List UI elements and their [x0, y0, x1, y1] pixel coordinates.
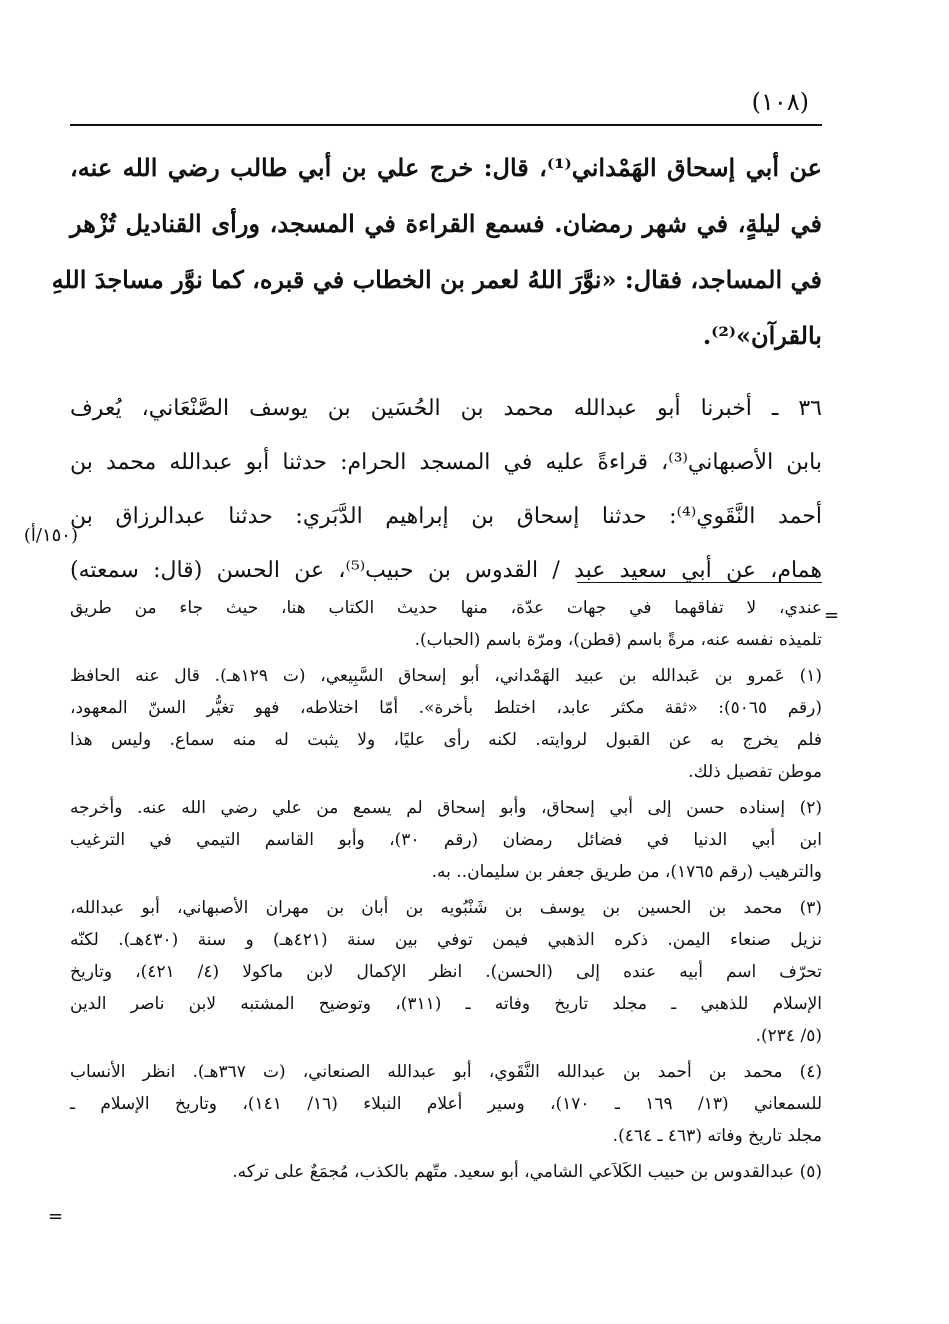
- footnote-line: عندي، لا تفاقهما في جهات عدّة، منها حديث الكتاب هنا، حيث جاء من طريق: [70, 598, 822, 618]
- manuscript-folio-ref: (١٥٠/أ): [23, 525, 78, 546]
- footnote-line: فلم يخرج به عن القبول لروايته. لكنه رأى عليًا، ولا يثبت له منه سماع. وليس هذا: [70, 730, 822, 750]
- main-line: في ليلةٍ، في شهر رمضان. فسمع القراءة في المسجد، ورأى القناديل تُزْهر: [70, 209, 822, 238]
- footnote-line: (رقم ٥٠٦٥): «ثقة مكثر عابد، اختلط بأخرة». أمّا اختلاطه، فهو تغيُّر السنّ المعهود،: [70, 698, 822, 718]
- footnote-line: الإسلام للذهبي ـ مجلد تاريخ وفاته ـ (٣١١)، وتوضيح المشتبه لابن ناصر الدين: [70, 994, 822, 1014]
- body-line: أحمد النَّقَوي⁽⁴⁾: حدثنا إسحاق بن إبراهيم الدَّبَري: حدثنا عبدالرزاق بن: [70, 504, 823, 529]
- footnote-line: نزيل صنعاء اليمن. ذكره الذهبي فيمن توفي بين سنة (٤٢١هـ) و سنة (٤٣٠هـ). لكنّه: [70, 930, 823, 950]
- footnote-line: مجلد تاريخ وفاته (٤٦٣ ـ ٤٦٤).: [612, 1126, 822, 1146]
- footnote-line: تحرّف اسم أبيه عنده إلى (الحسن). انظر الإكمال لابن ماكولا (٤/ ٤٢١)، وتاريخ: [70, 962, 822, 982]
- footnote-line: (٥) عبدالقدوس بن حبيب الكَلاَعي الشامي، أبو سعيد. متّهم بالكذب، مُجمَعٌ على تركه.: [232, 1162, 822, 1182]
- header-rule: [70, 124, 822, 126]
- main-text: [51, 140, 823, 598]
- footnote-line: (٣) محمد بن الحسين بن يوسف بن شَنْبُويه بن أبان بن مهران الأصبهاني، أبو عبدالله،: [70, 898, 822, 918]
- footnote-line: تلميذه نفسه عنه، مرةً باسم (قطن)، ومرّة باسم (الحباب).: [414, 630, 822, 650]
- main-line: بالقرآن»⁽²⁾.: [702, 321, 822, 350]
- footnote-line: ابن أبي الدنيا في فضائل رمضان (رقم ٣٠)، وأبو القاسم التيمي في الترغيب: [70, 830, 822, 850]
- footnotes: [70, 592, 822, 1188]
- footnote-line: والترهيب (رقم ١٧٦٥)، من طريق جعفر بن سليمان.. به.: [431, 862, 822, 882]
- body-line: بابن الأصبهاني⁽³⁾، قراءةً عليه في المسجد الحرام: حدثنا أبو عبدالله محمد بن: [70, 450, 823, 475]
- main-line: عن أبي إسحاق الهَمْداني⁽¹⁾، قال: خرج علي بن أبي طالب رضي الله عنه،: [70, 153, 822, 182]
- continuation-mark-bottom: =: [48, 1206, 64, 1227]
- footnote-rule: [577, 582, 822, 583]
- continuation-mark-top: =: [824, 605, 840, 626]
- footnote-line: موطن تفصيل ذلك.: [688, 762, 822, 782]
- footnote-line: (٤) محمد بن أحمد بن عبدالله النَّقَوي، أبو عبدالله الصنعاني، (ت ٣٦٧هـ). انظر الأنساب: [70, 1062, 822, 1082]
- page-number: (١٠٨): [751, 88, 809, 116]
- footnote-line: (١) عَمرو بن عَبدالله بن عبيد الهَمْداني، أبو إسحاق السَّبِيعي، (ت ١٢٩هـ). قال عنه الحافظ: [70, 666, 822, 686]
- body-line: همام، عن أبي سعيد عبد / القدوس بن حبيب⁽⁵⁾، عن الحسن (قال: سمعته): [70, 558, 822, 583]
- body-line: ٣٦ ـ أخبرنا أبو عبدالله محمد بن الحُسَين بن يوسف الصَّنْعَاني، يُعرف: [70, 396, 822, 421]
- footnote-line: للسمعاني (١٣/ ١٦٩ ـ ١٧٠)، وسير أعلام النبلاء (١٦/ ١٤١)، وتاريخ الإسلام ـ: [70, 1094, 823, 1114]
- footnote-line: (٢) إسناده حسن إلى أبي إسحاق، وأبو إسحاق لم يسمع من علي رضي الله عنه. وأخرجه: [70, 798, 822, 818]
- footnote-line: (٥/ ٢٣٤).: [755, 1026, 822, 1046]
- main-line: في المساجد، فقال: «نوَّرَ اللهُ لعمر بن الخطاب في قبره، كما نوَّر مساجدَ اللهِ: [51, 265, 822, 294]
- paragraph-gap: [70, 364, 822, 382]
